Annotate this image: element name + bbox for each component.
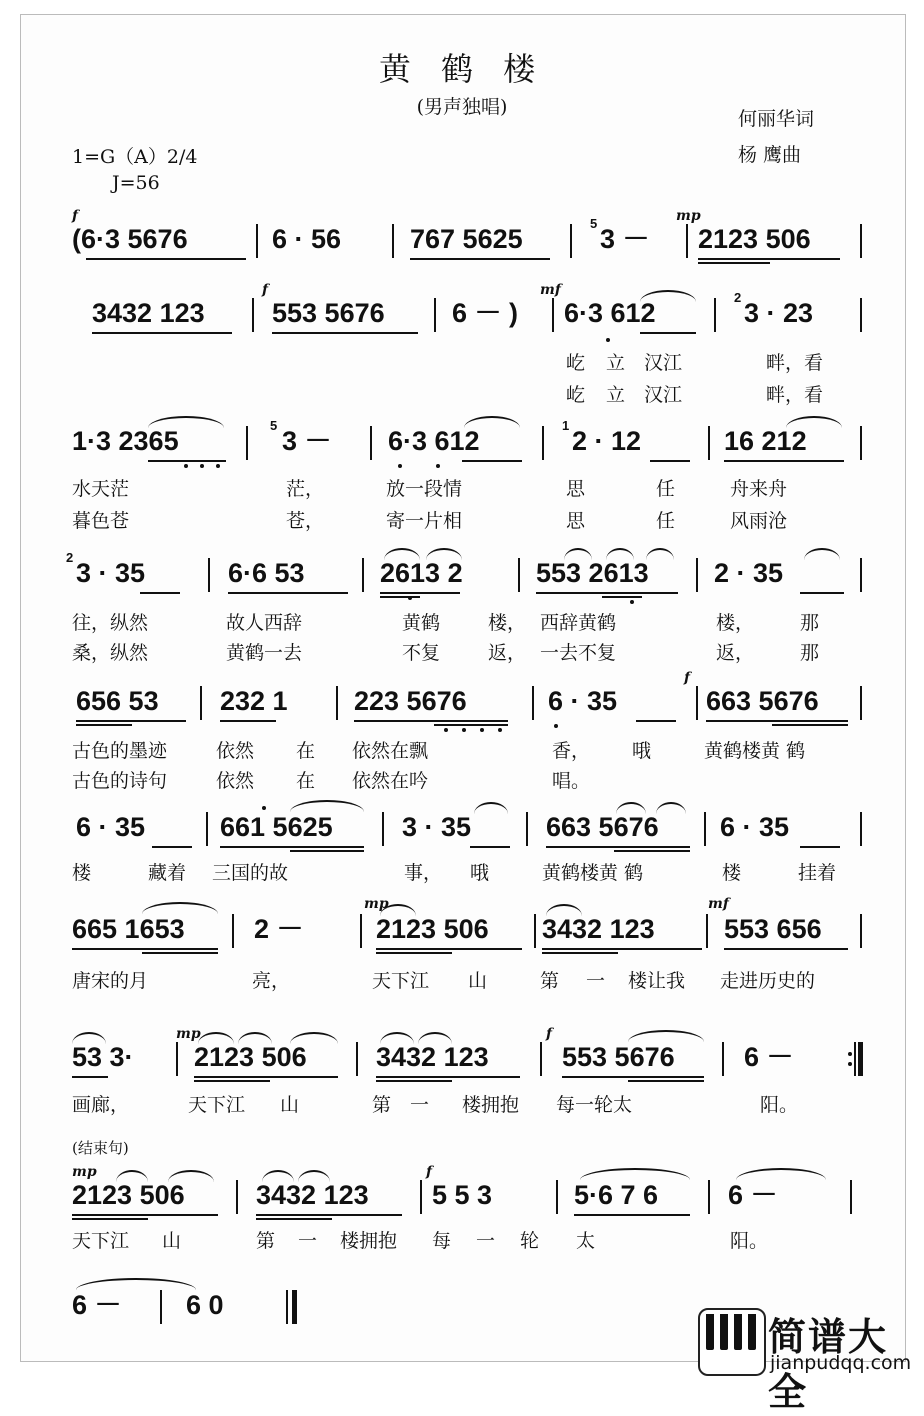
score-row-8 [0, 1026, 924, 1080]
barline [570, 224, 572, 258]
underline [72, 948, 218, 950]
song-subtitle: (男声独唱) [416, 96, 508, 118]
barline [532, 686, 534, 720]
barline [854, 1042, 856, 1076]
measure: 6 · 56 [272, 224, 342, 254]
underline [92, 332, 232, 334]
dynamic-forte: f [262, 282, 269, 298]
underline [614, 850, 690, 852]
octave-dot [436, 464, 440, 468]
barline [542, 426, 544, 460]
measure: 6 · 35 [548, 686, 618, 716]
measure: 6 － [744, 1042, 794, 1072]
measure: 2613 2 [380, 558, 463, 588]
lyricist: 何丽华词 [738, 108, 815, 130]
underline [650, 460, 690, 462]
score-row-2 [0, 282, 924, 336]
underline [434, 724, 508, 726]
grace-note: 2 [734, 290, 742, 305]
grace-note: 5 [270, 418, 278, 433]
measure: 1·3 2365 [72, 426, 179, 456]
measure: 656 53 [76, 686, 159, 716]
barline [362, 558, 364, 592]
underline [470, 846, 510, 848]
lyrics-line-5a: 楼 藏着 三国的故 事， 哦 黄鹤楼黄 鹤 楼 挂着 [72, 862, 837, 884]
measure: 3 · 35 [76, 558, 146, 588]
song-title: 黄 鹤 楼 [378, 50, 546, 88]
underline [76, 720, 186, 722]
underline [636, 720, 676, 722]
barline [722, 1042, 724, 1076]
final-barline [858, 1042, 863, 1076]
underline [152, 846, 192, 848]
measure: 6 － [72, 1290, 122, 1320]
underline [640, 332, 696, 334]
logo-name: 简谱大全 [768, 1315, 889, 1414]
barline [208, 558, 210, 592]
octave-dot [216, 464, 220, 468]
underline [220, 846, 364, 848]
measure: 6 － ) [452, 298, 519, 328]
barline [356, 1042, 358, 1076]
measure: 6·3 612 [564, 298, 656, 328]
barline [252, 298, 254, 332]
lyrics-line-8a: 天下江 山 第 一 楼拥抱 每 一 轮 太 阳。 [72, 1230, 769, 1252]
barline [708, 1180, 710, 1214]
lyrics-line-6a: 唐宋的月 亮， 天下江 山 第 一 楼让我 走进历史的 [72, 970, 816, 992]
dynamic-mezzo-piano: mp [364, 896, 389, 912]
lyrics-line-4a: 古色的墨迹 依然 在 依然在飘 香， 哦 黄鹤楼黄 鹤 [72, 740, 806, 762]
octave-dot [408, 596, 412, 600]
measure: 6 － [728, 1180, 778, 1210]
underline [376, 948, 522, 950]
measure: 3 · 23 [744, 298, 814, 328]
dynamic-mezzo-piano: mp [72, 1164, 97, 1180]
underline [194, 1076, 338, 1078]
lyrics-line-2a: 水天茫 茫， 放一段情 思 任 舟来舟 [72, 478, 788, 500]
underline [140, 592, 180, 594]
barline [286, 1290, 288, 1324]
barline [860, 812, 862, 846]
underline [698, 262, 770, 264]
score-row-7 [0, 896, 924, 952]
score-row-6 [0, 810, 924, 850]
measure: 6 · 35 [720, 812, 790, 842]
barline [860, 426, 862, 460]
underline [72, 1218, 148, 1220]
barline [370, 426, 372, 460]
barline [860, 914, 862, 948]
measure: 53 3· [72, 1042, 134, 1072]
measure: 3432 123 [376, 1042, 489, 1072]
key-signature: 1=G（A）2/4 [72, 146, 198, 168]
underline [462, 460, 522, 462]
dynamic-mezzo-forte: mf [708, 896, 729, 912]
octave-dot [398, 464, 402, 468]
dynamic-mezzo-piano: mp [176, 1026, 201, 1042]
score-row-1 [0, 208, 924, 262]
underline [800, 592, 844, 594]
underline [86, 258, 246, 260]
octave-dot [262, 806, 266, 810]
barline [552, 298, 554, 332]
underline [256, 1218, 332, 1220]
tempo-marking: J=56 [112, 172, 160, 194]
measure: 663 5676 [706, 686, 819, 716]
underline [698, 258, 840, 260]
measure: 2 · 35 [714, 558, 784, 588]
measure: 665 1653 [72, 914, 185, 944]
repeat-dot [848, 1052, 852, 1056]
underline [706, 720, 848, 722]
grace-note: 5 [590, 216, 598, 231]
measure: 3432 123 [256, 1180, 369, 1210]
underline [228, 592, 348, 594]
dynamic-forte: f [72, 208, 79, 224]
barline [860, 224, 862, 258]
underline [410, 258, 550, 260]
barline [686, 224, 688, 258]
measure: 6 · 35 [76, 812, 146, 842]
measure: 5·6 7 6 [574, 1180, 659, 1210]
barline [540, 1042, 542, 1076]
underline [376, 952, 452, 954]
dynamic-forte: f [426, 1164, 433, 1180]
measure: 6·6 53 [228, 558, 305, 588]
measure: 6 0 [186, 1290, 224, 1320]
piano-icon [698, 1308, 766, 1376]
underline [628, 1080, 704, 1082]
barline [704, 812, 706, 846]
barline [246, 426, 248, 460]
measure: 2123 506 [194, 1042, 307, 1072]
underline [72, 1214, 218, 1216]
measure: 3432 123 [92, 298, 205, 328]
barline [850, 1180, 852, 1214]
underline [574, 1214, 690, 1216]
score-row-5 [0, 670, 924, 724]
score-row-9 [0, 1164, 924, 1218]
underline [76, 724, 132, 726]
underline [380, 596, 420, 598]
barline [160, 1290, 162, 1324]
octave-dot [630, 600, 634, 604]
underline [542, 952, 618, 954]
score-row-3 [0, 418, 924, 464]
underline [380, 592, 460, 594]
measure: 3 · 35 [402, 812, 472, 842]
dynamic-forte: f [684, 670, 691, 686]
octave-dot [554, 724, 558, 728]
underline [562, 1076, 704, 1078]
barline [860, 686, 862, 720]
underline [536, 592, 678, 594]
underline [256, 1214, 402, 1216]
underline [220, 720, 276, 722]
measure: 5 5 3 [432, 1180, 493, 1210]
measure: 223 5676 [354, 686, 467, 716]
lyrics-line-3b: 桑，纵然 黄鹤一去 不复 返， 一去不复 返， 那 [72, 642, 820, 664]
underline [376, 1080, 452, 1082]
barline [360, 914, 362, 948]
underline [354, 720, 508, 722]
underline [272, 332, 418, 334]
measure: 232 1 [220, 686, 288, 716]
measure: 767 5625 [410, 224, 523, 254]
measure: 661 5625 [220, 812, 333, 842]
octave-dot [184, 464, 188, 468]
lyrics-line-4b: 古色的诗句 依然 在 依然在吟 唱。 [72, 770, 591, 792]
underline [142, 952, 218, 954]
barline [200, 686, 202, 720]
measure: 3 － [282, 426, 332, 456]
measure: 2 · 12 [572, 426, 642, 456]
barline [518, 558, 520, 592]
barline [256, 224, 258, 258]
barline [420, 1180, 422, 1214]
grace-note: 1 [562, 418, 570, 433]
measure: 553 5676 [272, 298, 385, 328]
barline [232, 914, 234, 948]
underline [542, 948, 702, 950]
underline [800, 846, 840, 848]
measure: 2123 506 [376, 914, 489, 944]
dynamic-forte: f [546, 1026, 553, 1042]
barline [860, 558, 862, 592]
underline [148, 460, 226, 462]
underline [290, 850, 364, 852]
barline [706, 914, 708, 948]
measure: 2123 506 [72, 1180, 185, 1210]
measure: 553 5676 [562, 1042, 675, 1072]
barline [526, 812, 528, 846]
barline [714, 298, 716, 332]
barline [556, 1180, 558, 1214]
logo-url: jianpudqq.com [770, 1352, 912, 1374]
barline [708, 426, 710, 460]
measure: 16 212 [724, 426, 807, 456]
measure: 2123 506 [698, 224, 811, 254]
composer: 杨 鹰曲 [738, 144, 802, 166]
lyrics-line-2b: 暮色苍 苍， 寄一片相 思 任 风雨沧 [72, 510, 788, 532]
barline [392, 224, 394, 258]
final-barline [292, 1290, 297, 1324]
lyrics-line-3a: 往，纵然 故人西辞 黄鹤 楼， 西辞黄鹤 楼， 那 [72, 612, 820, 634]
underline [546, 846, 690, 848]
measure: 663 5676 [546, 812, 659, 842]
measure: 3432 123 [542, 914, 655, 944]
barline [434, 298, 436, 332]
underline [724, 948, 848, 950]
dynamic-mezzo-piano: mp [676, 208, 701, 224]
underline [772, 724, 848, 726]
barline [696, 558, 698, 592]
octave-dot [606, 338, 610, 342]
site-logo [698, 1308, 918, 1414]
barline [696, 686, 698, 720]
barline [206, 812, 208, 846]
octave-dot [498, 728, 502, 732]
dynamic-mezzo-forte: mf [540, 282, 561, 298]
measure: 553 2613 [536, 558, 649, 588]
underline [724, 460, 844, 462]
barline [860, 298, 862, 332]
barline [382, 812, 384, 846]
measure: 2 － [254, 914, 304, 944]
measure: 6·3 612 [388, 426, 480, 456]
grace-note: 2 [66, 550, 74, 565]
repeat-dot [848, 1062, 852, 1066]
barline [336, 686, 338, 720]
underline [602, 596, 642, 598]
lyrics-line-7a: 画廊， 天下江 山 第 一 楼拥抱 每一轮太 阳。 [72, 1094, 799, 1116]
ending-section-label: (结束句) [72, 1139, 129, 1157]
octave-dot [200, 464, 204, 468]
underline [194, 1080, 270, 1082]
barline [534, 914, 536, 948]
octave-dot [444, 728, 448, 732]
underline [376, 1076, 520, 1078]
octave-dot [480, 728, 484, 732]
underline [72, 1076, 108, 1078]
measure: 3 － [600, 224, 650, 254]
score-row-4 [0, 550, 924, 596]
octave-dot [462, 728, 466, 732]
lyrics-line-1b: 屹 立 汉江 畔，看 [566, 384, 824, 406]
barline [236, 1180, 238, 1214]
measure: 553 656 [724, 914, 822, 944]
measure: (6·3 5676 [72, 224, 188, 254]
lyrics-line-1a: 屹 立 汉江 畔，看 [566, 352, 824, 374]
barline [176, 1042, 178, 1076]
